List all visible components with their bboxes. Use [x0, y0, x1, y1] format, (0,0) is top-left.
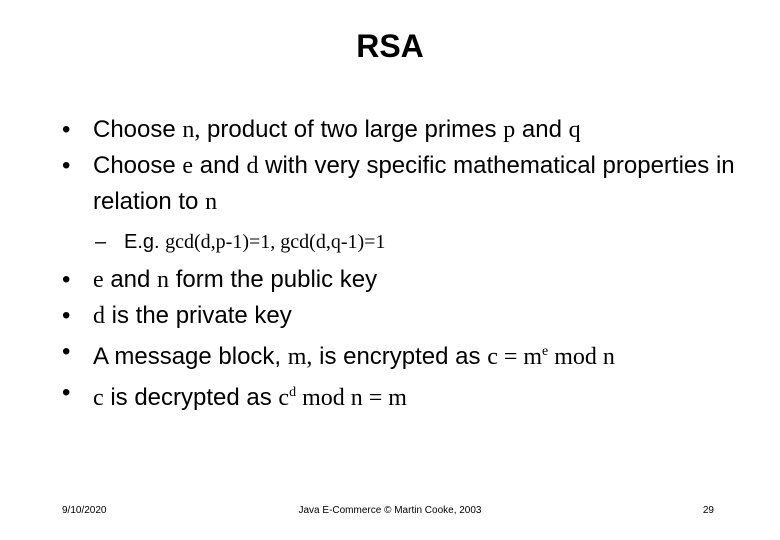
exponent: d	[289, 385, 297, 400]
dash-marker: –	[95, 231, 107, 253]
bullet-choose-n	[62, 112, 762, 148]
exponent: e	[542, 344, 549, 359]
math: c	[93, 385, 104, 411]
math: c	[278, 385, 290, 411]
text: A message block,	[93, 343, 288, 370]
math: c = m	[487, 344, 543, 370]
math: e	[182, 153, 194, 179]
text: is encrypted as	[312, 343, 488, 370]
text: Choose	[93, 152, 183, 179]
bullet-decryption	[62, 375, 762, 416]
math: n	[205, 189, 218, 215]
math: n,	[182, 117, 201, 143]
text: product of two large primes	[200, 116, 504, 143]
bullet-marker: •	[62, 379, 71, 406]
footer-credit: Java E-Commerce © Martin Cooke, 2003	[298, 505, 482, 516]
bullet-marker: •	[62, 152, 71, 179]
footer-date: 9/10/2020	[62, 505, 107, 516]
sub-bullet-example	[62, 226, 762, 258]
text: form the public key	[169, 266, 378, 293]
text: and	[103, 266, 158, 293]
bullet-private-key	[62, 298, 762, 334]
math: mod n	[548, 344, 615, 370]
math: d	[93, 303, 105, 329]
bullet-marker: •	[62, 266, 71, 293]
math: e	[93, 267, 104, 293]
bullet-public-key	[62, 262, 762, 298]
bullet-marker: •	[62, 302, 71, 329]
math: m,	[287, 344, 313, 370]
text: is the private key	[105, 302, 292, 329]
math: mod n = m	[296, 385, 407, 411]
text: and	[193, 152, 247, 179]
text: and	[515, 116, 569, 143]
text: E.g.	[124, 231, 166, 253]
math: n	[157, 267, 170, 293]
text: is decrypted as	[103, 384, 279, 411]
slide-title: RSA	[356, 28, 424, 64]
bullet-marker: •	[62, 338, 71, 365]
math: p	[503, 117, 516, 143]
math: gcd(d,p-1)=1, gcd(d,q-1)=1	[165, 231, 386, 253]
page-number: 29	[702, 505, 714, 516]
math: q	[568, 117, 581, 143]
bullet-list	[62, 112, 762, 416]
text: with very specific mathematical properties in relation to	[93, 152, 735, 215]
bullet-marker: •	[62, 116, 71, 143]
text: Choose	[93, 116, 183, 143]
bullet-choose-e-d	[62, 148, 762, 220]
bullet-encryption	[62, 334, 762, 375]
math: d	[246, 153, 259, 179]
